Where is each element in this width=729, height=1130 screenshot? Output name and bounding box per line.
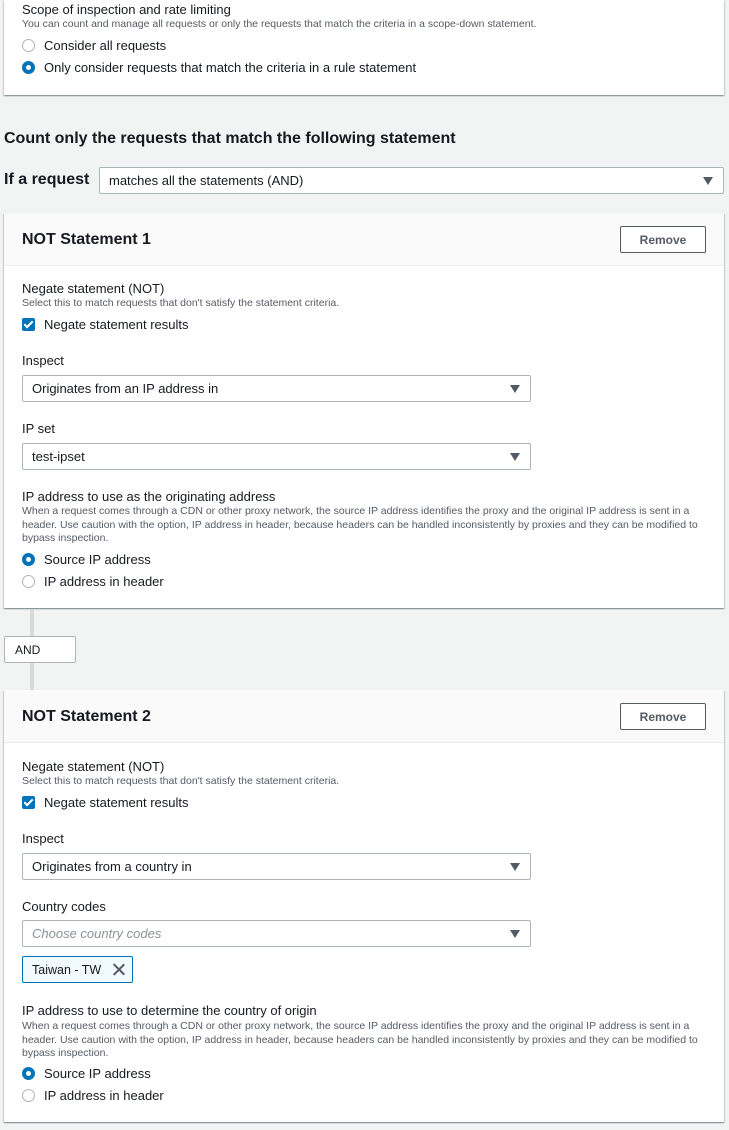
negate-checkbox[interactable]: [22, 317, 189, 332]
inspect-value: Originates from a country in: [32, 859, 192, 874]
inspect-label: Inspect: [22, 353, 64, 368]
radio-only-matching[interactable]: [22, 60, 416, 75]
not-statement-1: [4, 213, 724, 608]
radio-source-ip[interactable]: [22, 552, 151, 567]
caret-down-icon: [510, 385, 520, 393]
country-token-label: Taiwan - TW: [32, 962, 102, 977]
radio-icon[interactable]: [22, 1089, 35, 1102]
statement-header: [4, 213, 724, 266]
ip-set-value: test-ipset: [32, 449, 85, 464]
scope-label: Scope of inspection and rate limiting: [22, 2, 231, 17]
remove-button[interactable]: Remove: [620, 703, 706, 730]
ip-set-label: IP set: [22, 421, 56, 436]
radio-source-ip[interactable]: [22, 1066, 151, 1081]
if-request-select[interactable]: [99, 167, 724, 194]
ip-address-label: IP address to use to determine the country of origin: [22, 1003, 317, 1018]
negate-label: Negate statement (NOT): [22, 759, 165, 774]
negate-label: Negate statement (NOT): [22, 281, 165, 296]
radio-label: Consider all requests: [44, 38, 167, 53]
statement-title: NOT Statement 2: [22, 708, 151, 725]
scope-description: You can count and manage all requests or only the requests that match the criteria in a scope-down statement.: [22, 18, 537, 30]
caret-down-icon: [510, 930, 520, 938]
country-codes-select[interactable]: [22, 920, 531, 947]
checkbox-checked-icon[interactable]: [22, 318, 35, 331]
country-codes-placeholder: Choose country codes: [32, 926, 162, 941]
negate-description: Select this to match requests that don't satisfy the statement criteria.: [22, 775, 340, 787]
if-request-value: matches all the statements (AND): [109, 173, 304, 188]
and-operator: AND: [4, 636, 76, 663]
radio-label: Source IP address: [44, 1066, 151, 1081]
checkbox-checked-icon[interactable]: [22, 796, 35, 809]
radio-consider-all[interactable]: [22, 38, 166, 53]
inspect-value: Originates from an IP address in: [32, 381, 219, 396]
inspect-label: Inspect: [22, 831, 64, 846]
statement-header: [4, 690, 724, 743]
radio-label: Source IP address: [44, 552, 151, 567]
radio-label: IP address in header: [44, 574, 164, 589]
inspect-select[interactable]: [22, 853, 531, 880]
caret-down-icon: [510, 453, 520, 461]
checkbox-label: Negate statement results: [44, 795, 189, 810]
close-icon[interactable]: [112, 963, 125, 976]
radio-label: IP address in header: [44, 1088, 164, 1103]
negate-checkbox[interactable]: [22, 795, 189, 810]
radio-ip-in-header[interactable]: [22, 574, 164, 589]
statement-title: NOT Statement 1: [22, 231, 151, 248]
ip-set-select[interactable]: [22, 443, 531, 470]
connector-line: [30, 609, 34, 636]
ip-address-description: When a request comes through a CDN or other proxy network, the source IP address identifies the proxy and the original IP address is sent in a header. Use caution with the option, IP address in header, because headers can be handled inconsistently by proxies and they can be modified to bypass inspection.: [22, 505, 698, 544]
radio-icon[interactable]: [22, 39, 35, 52]
radio-ip-in-header[interactable]: [22, 1088, 164, 1103]
scope-panel: [4, 0, 724, 95]
ip-address-label: IP address to use as the originating address: [22, 489, 276, 504]
radio-label: Only consider requests that match the criteria in a rule statement: [44, 60, 417, 75]
radio-icon[interactable]: [22, 1067, 35, 1080]
negate-description: Select this to match requests that don't satisfy the statement criteria.: [22, 297, 340, 309]
ip-address-description: When a request comes through a CDN or other proxy network, the source IP address identifies the proxy and the original IP address is sent in a header. Use caution with the option, IP address in header, because headers can be handled inconsistently by proxies and they can be modified to bypass inspection.: [22, 1020, 698, 1059]
caret-down-icon: [510, 863, 520, 871]
radio-icon[interactable]: [22, 61, 35, 74]
country-codes-label: Country codes: [22, 899, 106, 914]
inspect-select[interactable]: [22, 375, 531, 402]
checkbox-label: Negate statement results: [44, 317, 189, 332]
not-statement-2: [4, 690, 724, 1122]
section-title: Count only the requests that match the following statement: [4, 130, 456, 147]
connector-line: [30, 663, 34, 690]
radio-icon[interactable]: [22, 575, 35, 588]
country-token: [22, 956, 133, 983]
if-request-label: If a request: [4, 171, 90, 188]
remove-button[interactable]: Remove: [620, 226, 706, 253]
radio-icon[interactable]: [22, 553, 35, 566]
caret-down-icon: [703, 177, 713, 185]
